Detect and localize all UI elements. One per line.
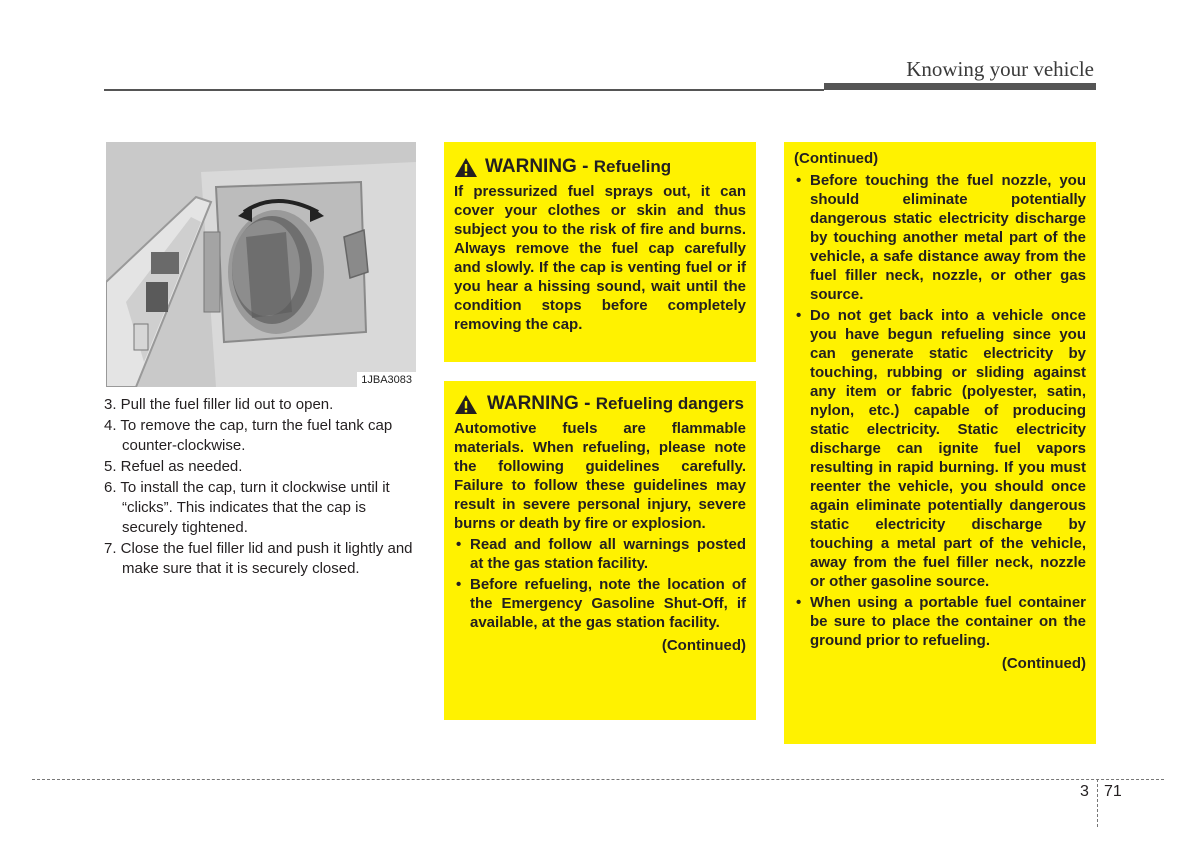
bullet-item: • Read and follow all warnings posted at the gas station facility.	[454, 535, 746, 573]
warning-bullet-list	[454, 535, 746, 632]
figure-code: 1JBA3083	[357, 372, 416, 387]
bullet-item: • When using a portable fuel container be sure to place the container on the ground prior to refueling.	[794, 593, 1086, 650]
warning-label: WARNING -	[486, 393, 591, 414]
page-number: 71	[1104, 783, 1122, 800]
footer-dashed-rule	[32, 779, 1164, 780]
step-item: 5. Refuel as needed.	[104, 458, 243, 475]
warning-body: Automotive fuels are flammable materials. When refueling, please note the following guidelines carefully. Failure to follow these guidelines may result in severe personal injury, severe burns or death by fire or explosion.	[454, 420, 746, 532]
header-rule	[104, 89, 824, 91]
continued-label: (Continued)	[661, 637, 746, 654]
warning-triangle-icon	[454, 394, 478, 415]
chapter-number: 3	[1080, 783, 1089, 800]
section-header-title: Knowing your vehicle	[906, 57, 1094, 81]
fuel-cap-illustration	[106, 142, 416, 387]
warning-subject: Refueling	[593, 157, 672, 176]
footer-dashed-divider	[1097, 779, 1098, 827]
fuel-filler-figure	[106, 142, 416, 387]
step-item: 3. Pull the fuel filler lid out to open.	[104, 396, 334, 413]
warning-box-refueling-dangers	[444, 381, 756, 720]
bullet-item: • Do not get back into a vehicle once you have begun refueling since you can generate static electricity by touching, rubbing or sliding against any item or fabric (polyester, satin, nylon, etc.) capable of producing static electricity. Static electricity discharge can ignite fuel vapors resulting in rapid burning. If you must reenter the vehicle, you should once again eliminate potentially dangerous static electricity discharge by touching a metal part of the vehicle, away from the fuel filler neck, nozzle or other gasoline source.	[794, 306, 1086, 591]
warning-box-continued	[784, 142, 1096, 744]
bullet-item: • Before refueling, note the location of the Emergency Gasoline Shut-Off, if available, at the gas station facility.	[454, 575, 746, 632]
step-item: 7. Close the fuel filler lid and push it lightly and make sure that it is securely closed.	[104, 540, 413, 577]
step-item: 4. To remove the cap, turn the fuel tank cap counter-clockwise.	[104, 417, 393, 454]
step-item: 6. To install the cap, turn it clockwise until it “clicks”. This indicates that the cap is securely tightened.	[104, 479, 390, 536]
continued-label: (Continued)	[1001, 655, 1086, 672]
warning-bullet-list	[794, 171, 1086, 650]
warning-title	[454, 156, 746, 178]
warning-triangle-icon	[454, 157, 478, 178]
bullet-item: • Before touching the fuel nozzle, you should eliminate potentially dangerous static electricity discharge by touching another metal part of the vehicle, a safe distance away from the fuel filler neck, nozzle, or other gas source.	[794, 171, 1086, 304]
warning-box-refueling	[444, 142, 756, 362]
header-rule-accent	[824, 83, 1096, 90]
warning-label: WARNING -	[485, 156, 589, 177]
continued-label-top: (Continued)	[794, 150, 879, 167]
warning-body: If pressurized fuel sprays out, it can cover your clothes or skin and thus subject you to the risk of fire and burns. Always remove the fuel cap carefully and slowly. If the cap is venting fuel or if you hear a hissing sound, wait until the condition stops before completely removing the cap.	[454, 183, 746, 333]
procedure-steps	[104, 395, 418, 580]
warning-title	[454, 393, 746, 415]
warning-subject: Refueling dangers	[595, 394, 745, 413]
